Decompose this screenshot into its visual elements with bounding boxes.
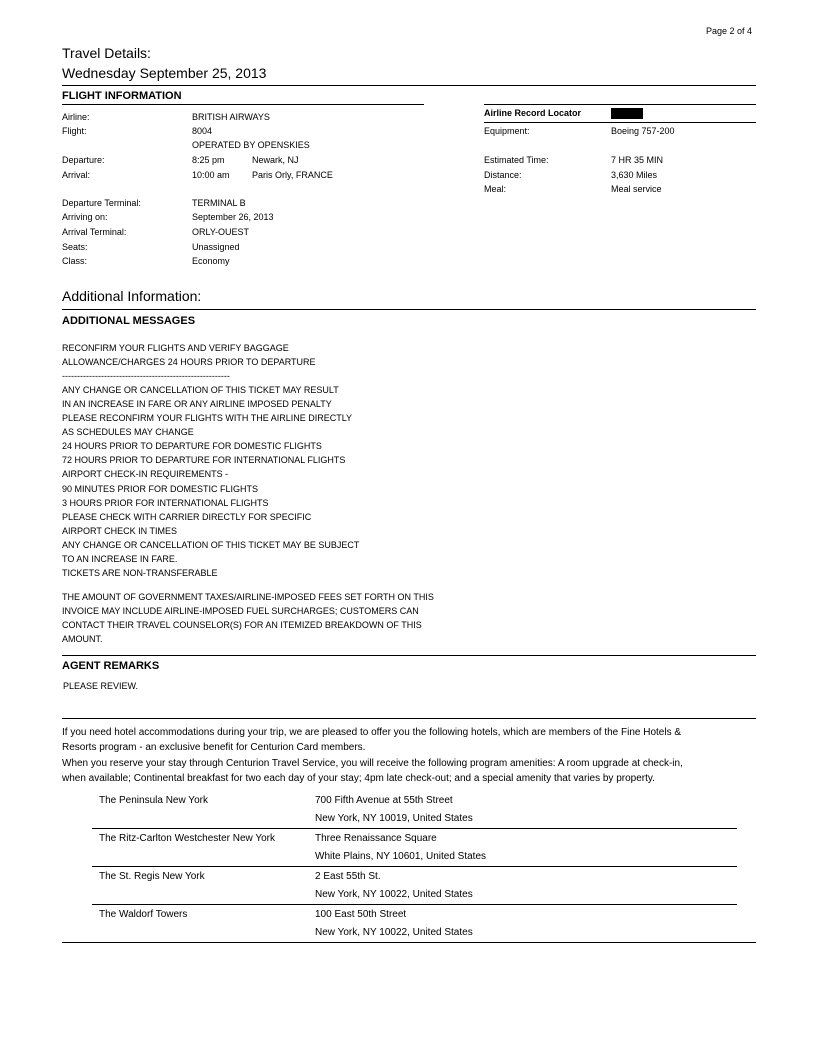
- meal: Meal service: [611, 184, 662, 194]
- meal-label: Meal:: [484, 184, 507, 194]
- divider: [484, 104, 756, 105]
- page-number: Page 2 of 4: [706, 26, 753, 36]
- text-line: AS SCHEDULES MAY CHANGE: [62, 427, 194, 438]
- operated-by: OPERATED BY OPENSKIES: [192, 140, 310, 150]
- divider: [62, 104, 424, 105]
- flight-number: 8004: [192, 126, 213, 136]
- seats: Unassigned: [192, 242, 240, 252]
- arrival-terminal-label: Arrival Terminal:: [62, 227, 127, 237]
- airline-value: BRITISH AIRWAYS: [192, 112, 270, 122]
- hotel-name: The Waldorf Towers: [99, 909, 188, 920]
- divider: [92, 828, 737, 829]
- estimated-time-label: Estimated Time:: [484, 155, 549, 165]
- seats-label: Seats:: [62, 242, 88, 252]
- hotel-name: The Peninsula New York: [99, 795, 208, 806]
- text-line: INVOICE MAY INCLUDE AIRLINE-IMPOSED FUEL SURCHARGES; CUSTOMERS CAN: [62, 606, 419, 616]
- arriving-on-label: Arriving on:: [62, 212, 108, 222]
- flight-information-heading: FLIGHT INFORMATION: [62, 90, 182, 102]
- arrival-terminal: ORLY-OUEST: [192, 227, 250, 237]
- text-line: AMOUNT.: [62, 634, 103, 644]
- hotel-address-line2: New York, NY 10022, United States: [315, 927, 473, 938]
- hotel-address-line2: New York, NY 10022, United States: [315, 889, 473, 900]
- hotel-name: The Ritz-Carlton Westchester New York: [99, 833, 275, 844]
- estimated-time: 7 HR 35 MIN: [611, 155, 664, 165]
- text-line: 72 HOURS PRIOR TO DEPARTURE FOR INTERNATIONAL FLIGHTS: [62, 455, 346, 466]
- divider: [92, 904, 737, 905]
- text-line: TICKETS ARE NON-TRANSFERABLE: [62, 567, 218, 578]
- text-line: 90 MINUTES PRIOR FOR DOMESTIC FLIGHTS: [62, 483, 259, 494]
- text-line: PLEASE RECONFIRM YOUR FLIGHTS WITH THE AIRLINE DIRECTLY: [62, 413, 353, 424]
- agent-remarks-heading: AGENT REMARKS: [62, 660, 160, 672]
- arrival-city: Paris Orly, FRANCE: [252, 170, 333, 180]
- arrival-label: Arrival:: [62, 170, 91, 180]
- departure-time: 8:25 pm: [192, 155, 225, 165]
- redacted-record-locator: [611, 108, 643, 119]
- arrival-time: 10:00 am: [192, 170, 230, 180]
- divider: [62, 718, 756, 719]
- record-locator-label: Airline Record Locator: [484, 108, 582, 118]
- divider: [92, 866, 737, 867]
- text-line: When you reserve your stay through Centurion Travel Service, you will receive the following program amenities: A room upgrade at check-in,: [62, 757, 683, 769]
- travel-date: Wednesday September 25, 2013: [62, 65, 267, 81]
- hotel-address-line2: New York, NY 10019, United States: [315, 813, 473, 824]
- divider: [62, 655, 756, 656]
- text-line: If you need hotel accommodations during your trip, we are pleased to offer you the following hotels, which are members of the Fine Hotels &: [62, 727, 682, 738]
- hotel-address-line1: Three Renaissance Square: [315, 833, 437, 844]
- text-line: ANY CHANGE OR CANCELLATION OF THIS TICKET MAY RESULT: [62, 385, 339, 396]
- agent-remark: PLEASE REVIEW.: [63, 681, 139, 691]
- text-line: RECONFIRM YOUR FLIGHTS AND VERIFY BAGGAGE: [62, 343, 289, 353]
- hotel-address-line1: 100 East 50th Street: [315, 909, 407, 920]
- equipment: Boeing 757-200: [611, 126, 675, 136]
- divider: [484, 122, 756, 123]
- text-line: 24 HOURS PRIOR TO DEPARTURE FOR DOMESTIC FLIGHTS: [62, 441, 322, 452]
- hotel-address-line1: 2 East 55th St.: [315, 871, 381, 882]
- text-line: TO AN INCREASE IN FARE.: [62, 553, 178, 564]
- class: Economy: [192, 256, 230, 266]
- class-label: Class:: [62, 256, 88, 266]
- departure-city: Newark, NJ: [252, 155, 299, 165]
- text-line: Resorts program - an exclusive benefit for Centurion Card members.: [62, 742, 366, 754]
- arriving-on: September 26, 2013: [192, 212, 274, 222]
- divider: [62, 85, 756, 86]
- travel-details-title: Travel Details:: [62, 45, 151, 61]
- text-line: CONTACT THEIR TRAVEL COUNSELOR(S) FOR AN ITEMIZED BREAKDOWN OF THIS: [62, 620, 422, 630]
- additional-information-title: Additional Information:: [62, 288, 202, 304]
- departure-terminal-label: Departure Terminal:: [62, 198, 141, 208]
- text-line: ANY CHANGE OR CANCELLATION OF THIS TICKET MAY BE SUBJECT: [62, 539, 360, 550]
- text-line: AIRPORT CHECK-IN REQUIREMENTS -: [62, 469, 229, 480]
- divider: [62, 942, 756, 943]
- additional-messages-heading: ADDITIONAL MESSAGES: [62, 315, 196, 327]
- distance-label: Distance:: [484, 170, 522, 180]
- hotel-address-line2: White Plains, NY 10601, United States: [315, 851, 487, 862]
- flight-label: Flight:: [62, 126, 87, 136]
- text-line: when available; Continental breakfast for two each day of your stay; 4pm late check-out; and a special amenity that varies by property.: [62, 772, 655, 784]
- airline-label: Airline:: [62, 112, 90, 122]
- equipment-label: Equipment:: [484, 126, 530, 136]
- text-line: ALLOWANCE/CHARGES 24 HOURS PRIOR TO DEPARTURE: [62, 357, 316, 368]
- text-line: PLEASE CHECK WITH CARRIER DIRECTLY FOR SPECIFIC: [62, 511, 312, 522]
- hotel-address-line1: 700 Fifth Avenue at 55th Street: [315, 795, 453, 806]
- text-line: THE AMOUNT OF GOVERNMENT TAXES/AIRLINE-IMPOSED FEES SET FORTH ON THIS: [62, 592, 434, 602]
- distance: 3,630 Miles: [611, 170, 658, 180]
- text-line: AIRPORT CHECK IN TIMES: [62, 525, 178, 536]
- divider: [62, 309, 756, 310]
- hotel-name: The St. Regis New York: [99, 871, 205, 882]
- text-line: --------------------------------------------------------: [62, 371, 230, 382]
- departure-label: Departure:: [62, 155, 105, 165]
- text-line: IN AN INCREASE IN FARE OR ANY AIRLINE IMPOSED PENALTY: [62, 399, 332, 410]
- departure-terminal: TERMINAL B: [192, 198, 246, 208]
- text-line: 3 HOURS PRIOR FOR INTERNATIONAL FLIGHTS: [62, 497, 269, 508]
